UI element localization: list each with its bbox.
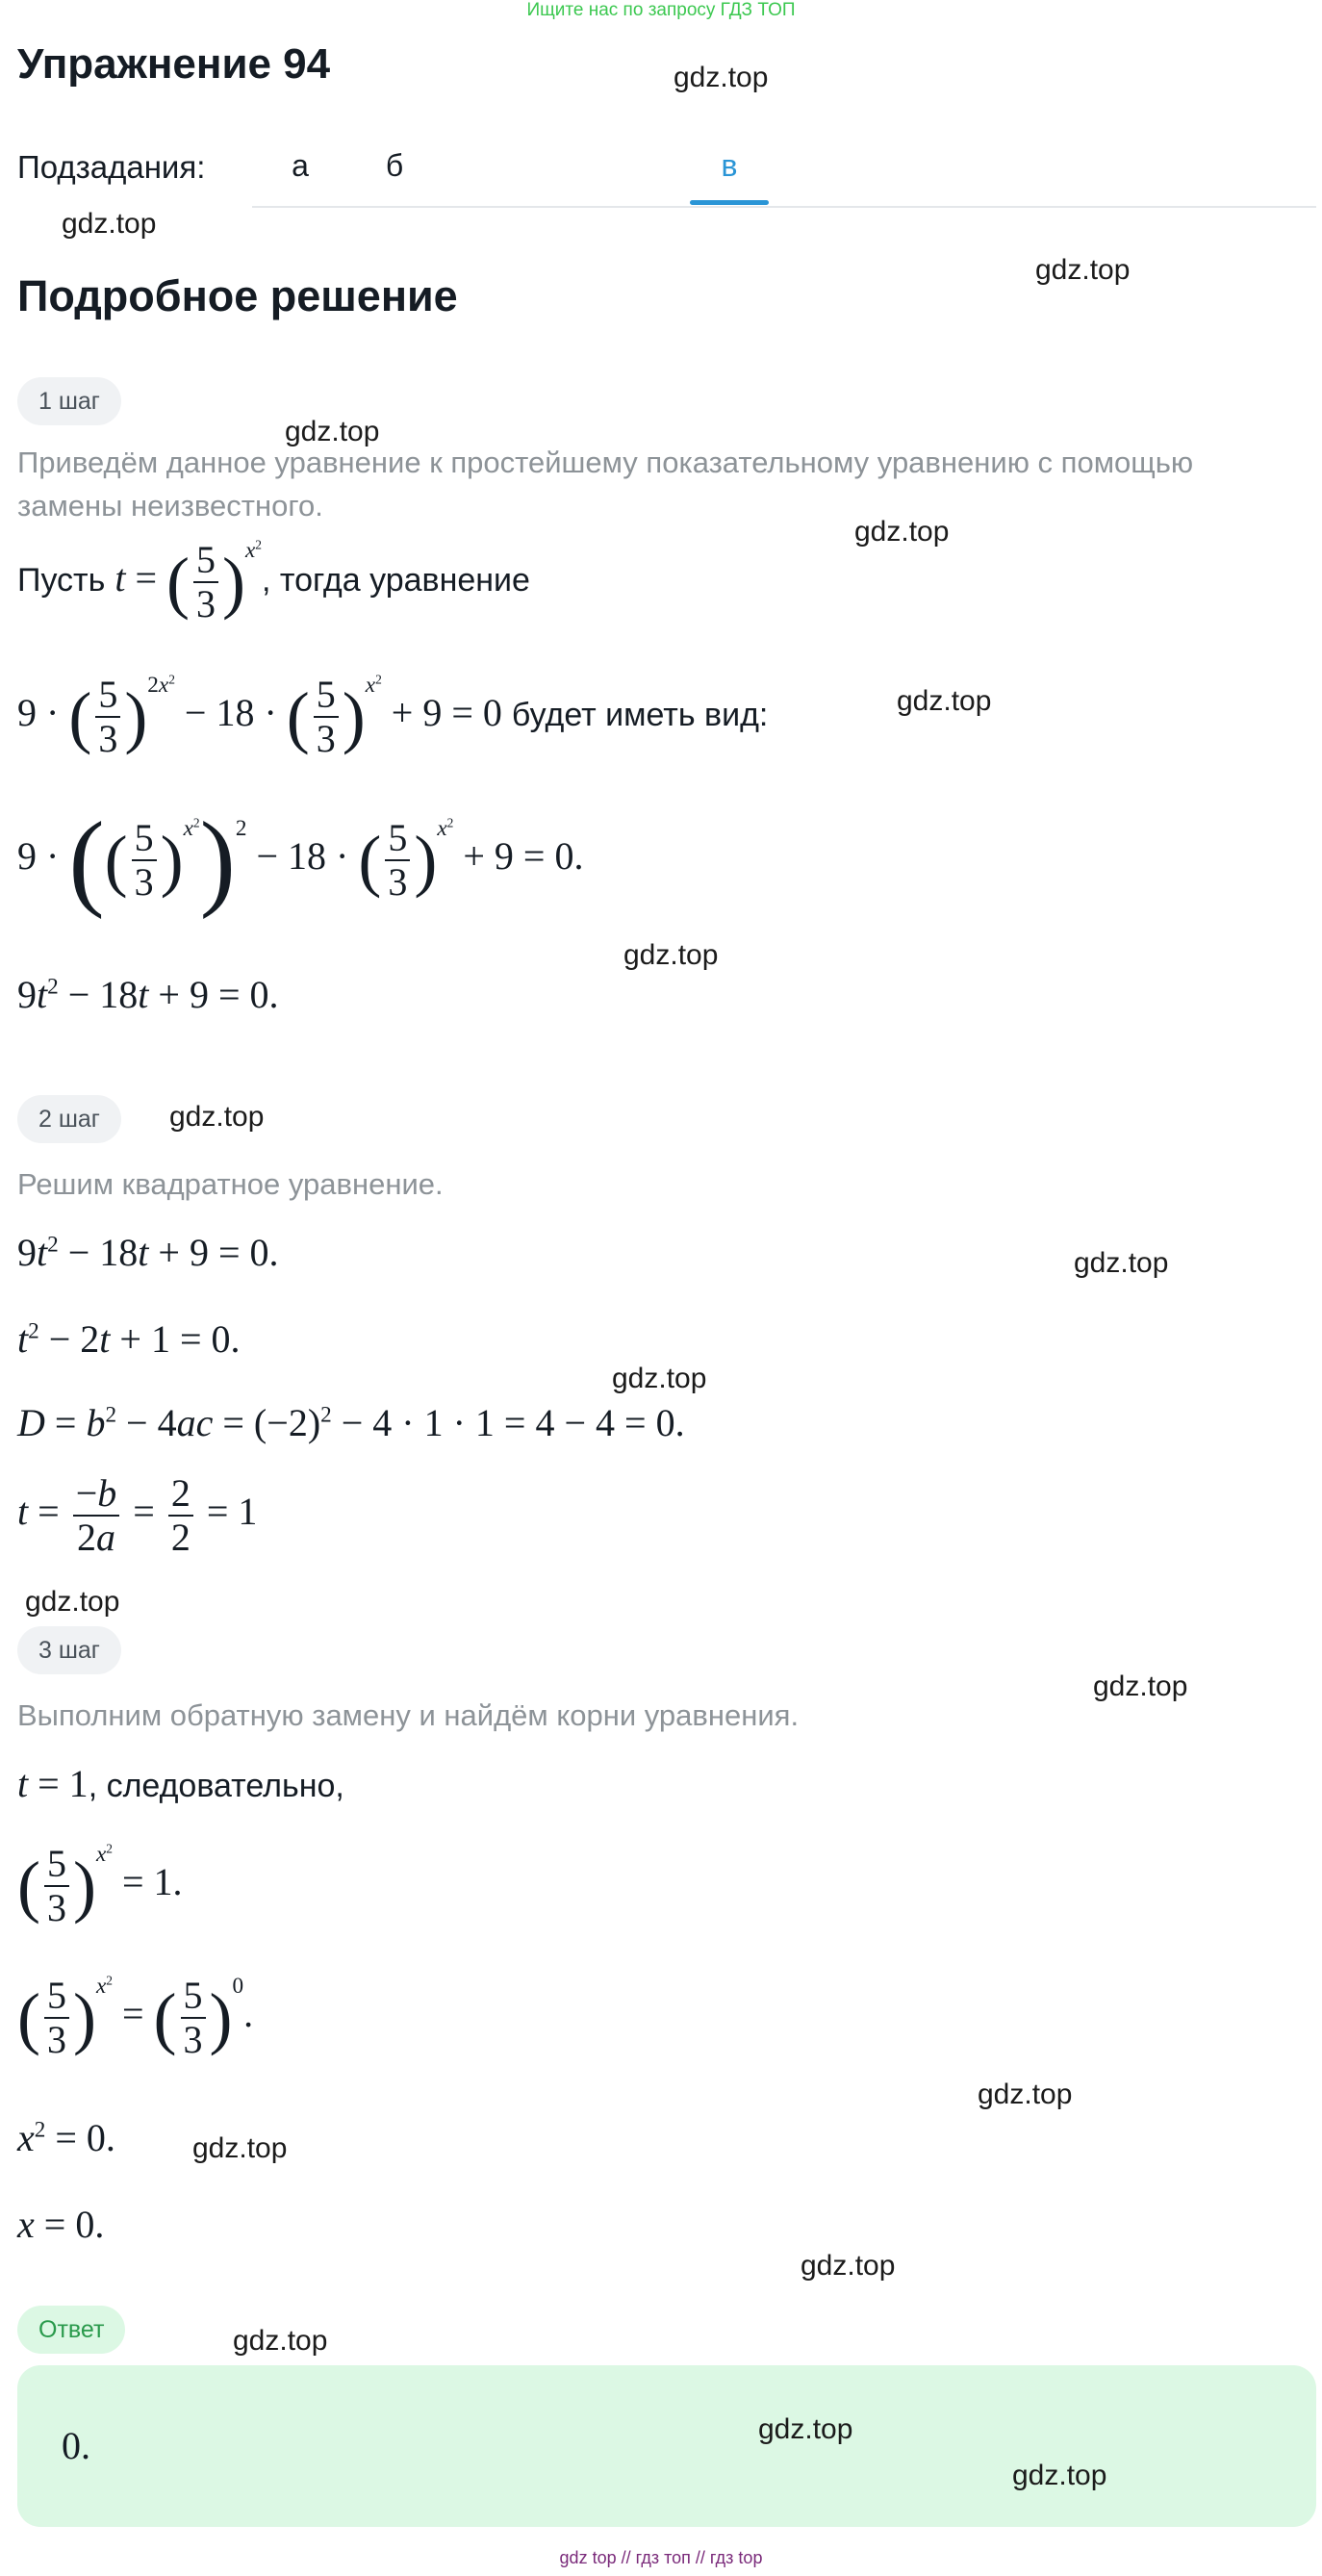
solution-line: x = 0. xyxy=(17,2203,105,2246)
page-title: Упражнение 94 xyxy=(17,40,331,88)
watermark: gdz.top xyxy=(1035,254,1131,286)
watermark: gdz.top xyxy=(1012,2460,1107,2491)
watermark: gdz.top xyxy=(192,2132,288,2164)
original-equation: 9 · ( $\frac{5}{3}$ )$^{2x^2}$ − 18 · ( $\frac{5}{3}$ )$^{x^2}$ + 9 = 0 будет иметь вид: xyxy=(17,672,769,760)
same-base-equation: ( $\frac{5}{3}$ )$^{x^2}$ = ( $\frac{5}{3}$ )$^0$. xyxy=(17,1973,254,2061)
tab-v[interactable]: в xyxy=(721,148,738,183)
watermark: gdz.top xyxy=(1093,1671,1188,1702)
answer-box xyxy=(17,2365,1316,2527)
watermark: gdz.top xyxy=(674,62,769,93)
reduced-equation: $t^2 - 2t + 1 = 0$. xyxy=(17,1317,241,1361)
top-banner: Ищите нас по запросу ГДЗ ТОП xyxy=(526,0,796,20)
subtask-tabs xyxy=(252,125,1316,208)
rewritten-equation: 9 · (( $\frac{5}{3}$ )$^{x^2}$)$^2$ − 18 · ( $\frac{5}{3}$ )$^{x^2}$ + 9 = 0. xyxy=(17,801,584,920)
discriminant-line: $D = b^2 - 4ac = (-2)^2 - 4 \cdot 1 \cdot 1 = 4 - 4 = 0$. xyxy=(17,1401,685,1444)
watermark: gdz.top xyxy=(169,1101,265,1133)
watermark: gdz.top xyxy=(897,685,992,717)
quadratic-form: $9t^2 - 18t + 9 = 0$. xyxy=(17,973,279,1016)
active-tab-indicator xyxy=(690,200,769,205)
watermark: gdz.top xyxy=(978,2079,1073,2110)
watermark: gdz.top xyxy=(25,1586,120,1618)
back-substitution: ( $\frac{5}{3}$ )$^{x^2}$ = 1. xyxy=(17,1841,183,1929)
tab-a[interactable]: а xyxy=(292,148,309,183)
watermark: gdz.top xyxy=(758,2413,853,2445)
section-title: Подробное решение xyxy=(17,271,458,320)
watermark: gdz.top xyxy=(1074,1247,1169,1279)
step-1-description: Приведём данное уравнение к простейшему показательному уравнению с помощью замены неизвестного. xyxy=(17,446,1194,523)
consequently-text: , следовательно, xyxy=(88,1768,344,1804)
step-1-badge: 1 шаг xyxy=(17,377,121,425)
let-text: Пусть xyxy=(17,562,106,599)
subtasks-label: Подзадания: xyxy=(17,149,206,185)
will-have-form-text: будет иметь вид: xyxy=(511,697,769,734)
watermark: gdz.top xyxy=(854,516,950,548)
watermark: gdz.top xyxy=(612,1363,707,1394)
step-3-badge: 3 шаг xyxy=(17,1626,121,1674)
step-2-badge: 2 шаг xyxy=(17,1095,121,1143)
t-value-line: t = 1, следовательно, xyxy=(17,1762,344,1805)
watermark: gdz.top xyxy=(62,208,157,240)
step-3-description: Выполним обратную замену и найдём корни уравнения. xyxy=(17,1698,800,1732)
watermark: gdz.top xyxy=(233,2325,328,2357)
answer-badge: Ответ xyxy=(17,2306,125,2354)
substitution-line: Пусть t = ( $\frac{5}{3}$ )$^{x^2}$, тогда уравнение xyxy=(17,537,530,625)
answer-value: 0. xyxy=(62,2424,90,2467)
watermark: gdz.top xyxy=(801,2250,896,2282)
root-line: t = $\frac{-b}{2a}$ = $\frac{2}{2}$ = 1 xyxy=(17,1471,258,1559)
step-2-description: Решим квадратное уравнение. xyxy=(17,1167,444,1201)
watermark: gdz.top xyxy=(623,939,719,971)
exponent-equation: $x^2 = 0$. xyxy=(17,2116,115,2159)
watermark: gdz.top xyxy=(285,416,380,447)
footer: gdz top // гдз топ // гдз top xyxy=(559,2548,763,2567)
then-equation-text: , тогда уравнение xyxy=(262,562,530,599)
quadratic-equation: $9t^2 - 18t + 9 = 0$. xyxy=(17,1231,279,1274)
tab-b[interactable]: б xyxy=(385,148,404,183)
